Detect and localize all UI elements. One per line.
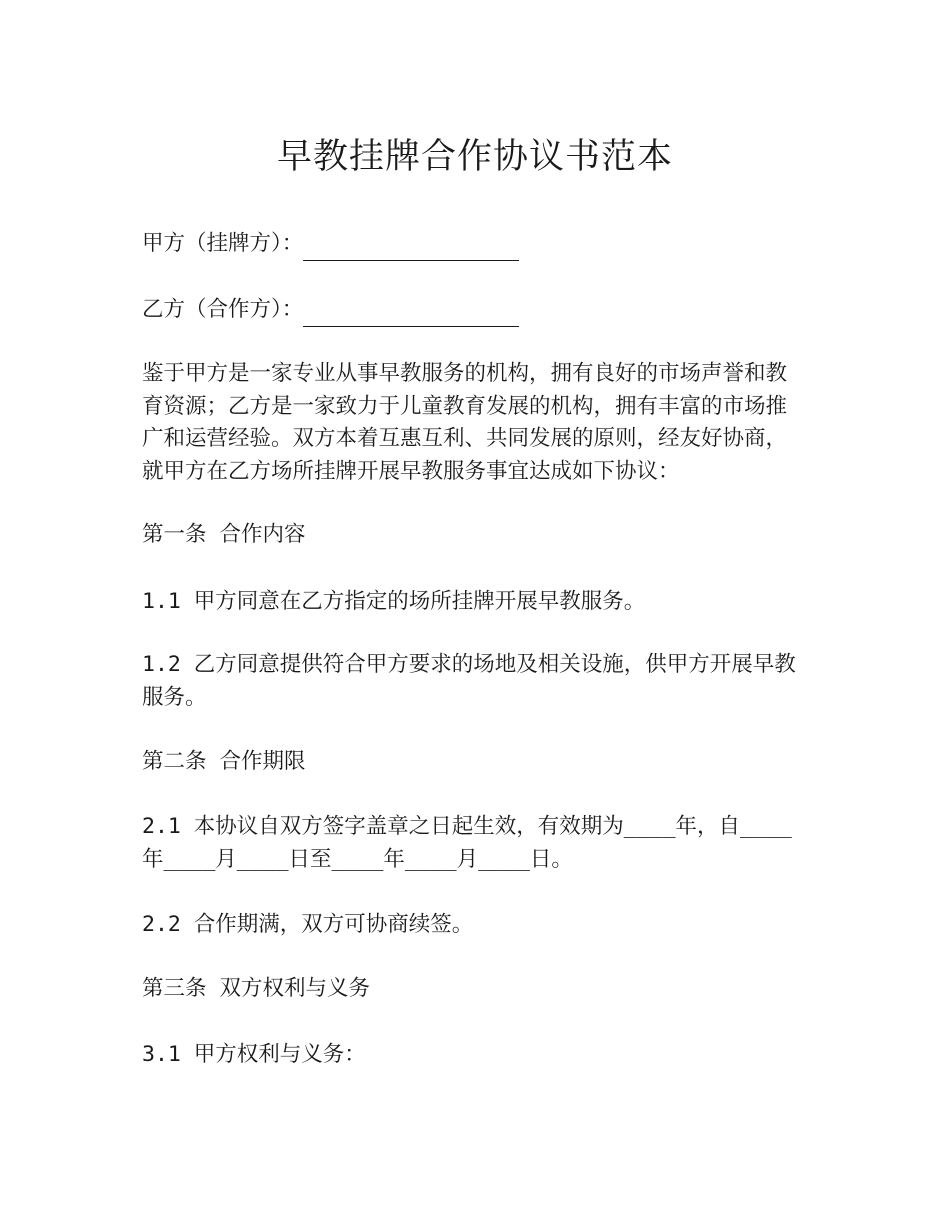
article-1-heading: 第一条 合作内容 bbox=[142, 522, 306, 547]
clause-2-2: 2.2 合作期满，双方可协商续签。 bbox=[142, 912, 474, 937]
clause-1-2: 1.2 乙方同意提供符合甲方要求的场地及相关设施，供甲方开展早教服务。 bbox=[142, 652, 796, 710]
clause-2-1: 2.1 本协议自双方签字盖章之日起生效，有效期为____年，自____年____月____日至____年____月____日。 bbox=[142, 814, 792, 872]
party-b-blank bbox=[303, 304, 519, 327]
preamble-paragraph: 鉴于甲方是一家专业从事早教服务的机构，拥有良好的市场声誉和教育资源；乙方是一家致力于儿童教育发展的机构，拥有丰富的市场推广和运营经验。双方本着互惠互利、共同发展的原则，经友好协商，就甲方在乙方场所挂牌开展早教服务事宜达成如下协议： bbox=[142, 361, 788, 484]
party-a-label: 甲方（挂牌方）： bbox=[142, 231, 304, 256]
article-3-heading: 第三条 双方权利与义务 bbox=[142, 976, 370, 1001]
document-title: 早教挂牌合作协议书范本 bbox=[276, 137, 673, 177]
clause-1-1: 1.1 甲方同意在乙方指定的场所挂牌开展早教服务。 bbox=[142, 589, 646, 614]
article-2-heading: 第二条 合作期限 bbox=[142, 749, 306, 774]
party-b-label: 乙方（合作方）： bbox=[142, 297, 304, 322]
clause-3-1: 3.1 甲方权利与义务： bbox=[142, 1042, 366, 1067]
party-a-line bbox=[142, 228, 802, 261]
party-a-blank bbox=[303, 238, 519, 261]
party-b-line bbox=[142, 294, 802, 327]
